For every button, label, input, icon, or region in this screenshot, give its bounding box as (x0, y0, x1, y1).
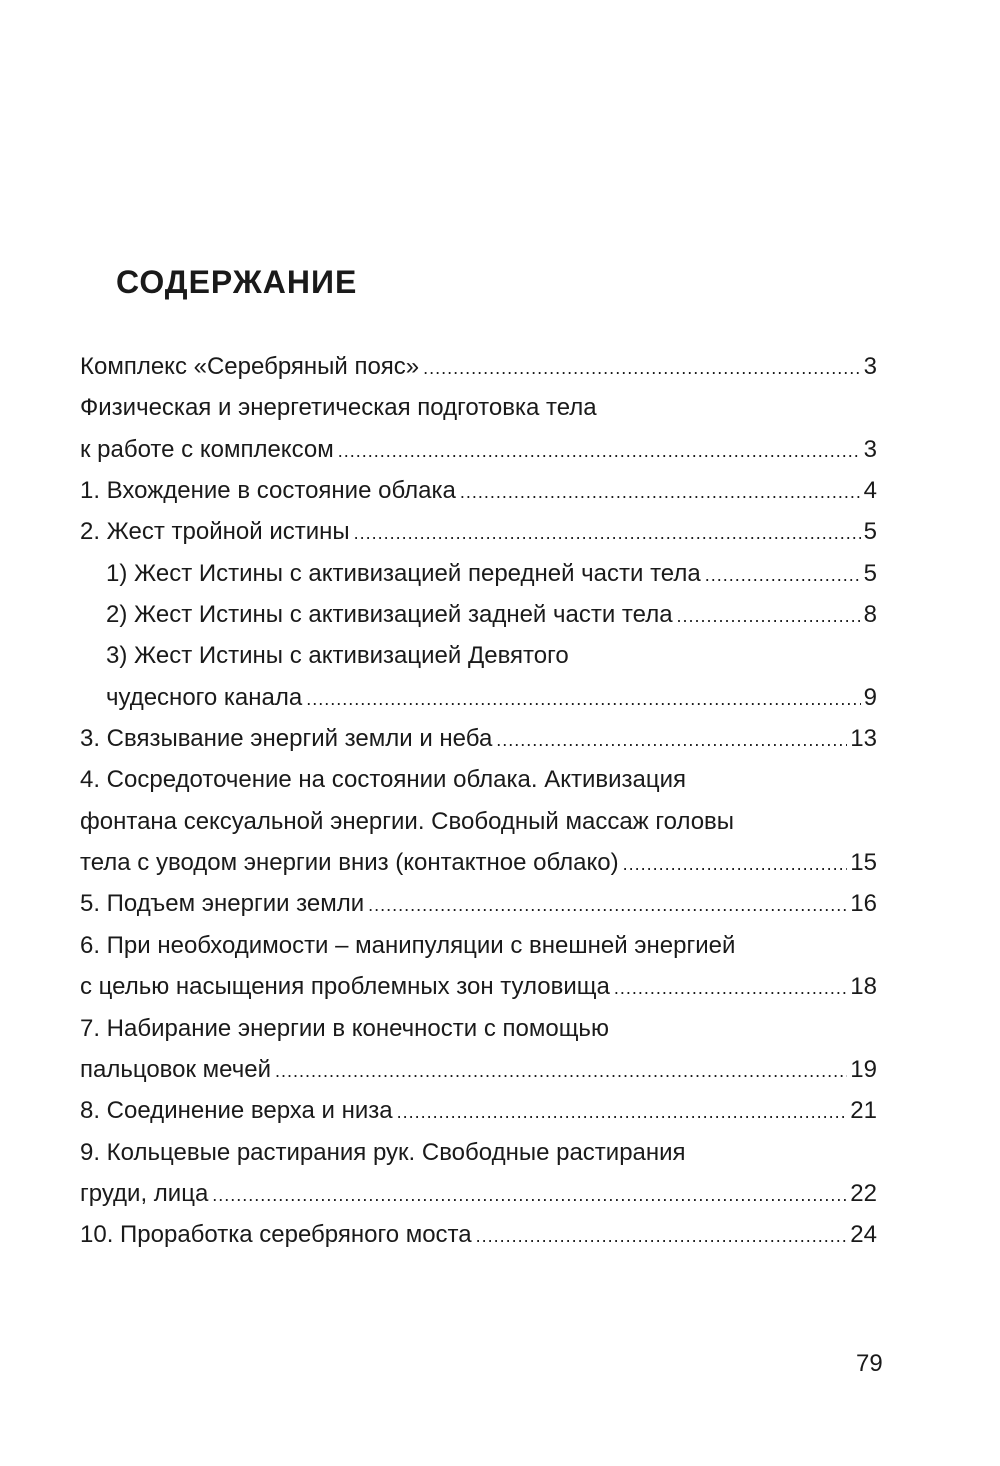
toc-entry-page: 4 (863, 477, 877, 505)
toc-entry-page: 13 (850, 725, 877, 753)
dot-leader (212, 1175, 847, 1216)
toc-entry (80, 759, 877, 800)
dot-leader (496, 720, 847, 761)
toc-entry-text: 1. Вхождение в состояние облака (80, 477, 456, 505)
toc-entry-text: пальцовок мечей (80, 1055, 271, 1083)
toc-entry (80, 718, 877, 759)
toc-entry (80, 883, 877, 924)
toc-entry-text: 1) Жест Истины с активизацией передней части тела (106, 559, 701, 587)
page-title: СОДЕРЖАНИЕ (116, 264, 358, 300)
toc-entry (80, 1132, 877, 1173)
table-of-contents (80, 346, 877, 1256)
toc-entry-text: 3) Жест Истины с активизацией Девятого (106, 642, 569, 670)
toc-entry-text: 5. Подъем энергии земли (80, 890, 365, 918)
toc-entry (80, 1173, 877, 1214)
dot-leader (705, 555, 861, 596)
toc-entry (80, 511, 877, 552)
toc-entry-page: 22 (850, 1179, 877, 1207)
toc-entry (80, 966, 877, 1007)
toc-entry-text: 7. Набирание энергии в конечности с помощью (80, 1014, 609, 1042)
toc-entry (80, 1008, 877, 1049)
toc-entry (80, 1090, 877, 1131)
toc-entry (80, 470, 877, 511)
toc-entry-text: Комплекс «Серебряный пояс» (80, 353, 420, 380)
dot-leader (677, 596, 861, 637)
toc-entry-page: 3 (863, 353, 877, 380)
toc-entry-page: 18 (850, 973, 877, 1001)
toc-entry-text: 8. Соединение верха и низа (80, 1097, 393, 1125)
dot-leader (460, 472, 861, 513)
toc-entry (80, 1049, 877, 1090)
toc-entry-text: 4. Сосредоточение на состоянии облака. Активизация (80, 766, 687, 794)
toc-entry-page: 16 (850, 890, 877, 918)
toc-entry-page: 5 (863, 559, 877, 587)
toc-subentry (80, 677, 877, 718)
dot-leader (614, 968, 847, 1009)
dot-leader (354, 513, 861, 554)
dot-leader (368, 885, 847, 926)
toc-entry-text: 6. При необходимости – манипуляции с внешней энергией (80, 931, 736, 959)
toc-entry (80, 387, 877, 428)
toc-entry-page: 8 (863, 601, 877, 629)
page-number: 79 (856, 1350, 883, 1377)
toc-entry (80, 925, 877, 966)
toc-entry-text: 9. Кольцевые растирания рук. Свободные растирания (80, 1138, 686, 1166)
toc-entry (80, 842, 877, 883)
toc-entry-text: груди, лица (80, 1179, 209, 1207)
toc-entry-text: 2) Жест Истины с активизацией задней части тела (106, 601, 673, 629)
toc-entry-page: 3 (863, 435, 877, 463)
toc-entry-page: 21 (850, 1097, 877, 1125)
toc-subentry (80, 594, 877, 635)
toc-entry-text: фонтана сексуальной энергии. Свободный массаж головы (80, 807, 735, 835)
dot-leader (423, 348, 860, 389)
toc-entry-text: 3. Связывание энергий земли и неба (80, 725, 493, 753)
dot-leader (623, 844, 848, 885)
toc-entry-page: 19 (850, 1055, 877, 1083)
toc-entry-text: тела с уводом энергии вниз (контактное облако) (80, 849, 619, 877)
toc-entry (80, 346, 877, 387)
dot-leader (397, 1092, 848, 1133)
toc-entry-text: 10. Проработка серебряного моста (80, 1221, 472, 1249)
toc-entry (80, 801, 877, 842)
toc-subentry (80, 635, 877, 676)
toc-entry-page: 15 (850, 849, 877, 877)
toc-entry (80, 1214, 877, 1255)
toc-entry-text: к работе с комплексом (80, 435, 334, 463)
toc-subentry (80, 553, 877, 594)
toc-entry-text: с целью насыщения проблемных зон туловища (80, 973, 610, 1001)
toc-entry-text: 2. Жест тройной истины (80, 518, 350, 546)
dot-leader (476, 1216, 848, 1257)
toc-entry (80, 429, 877, 470)
dot-leader (306, 679, 860, 720)
dot-leader (275, 1051, 847, 1092)
toc-entry-text: Физическая и энергетическая подготовка тела (80, 394, 597, 422)
toc-entry-page: 9 (863, 683, 877, 711)
toc-entry-text: чудесного канала (106, 683, 303, 711)
toc-entry-page: 24 (850, 1221, 877, 1249)
dot-leader (338, 431, 861, 472)
toc-entry-page: 5 (863, 518, 877, 546)
